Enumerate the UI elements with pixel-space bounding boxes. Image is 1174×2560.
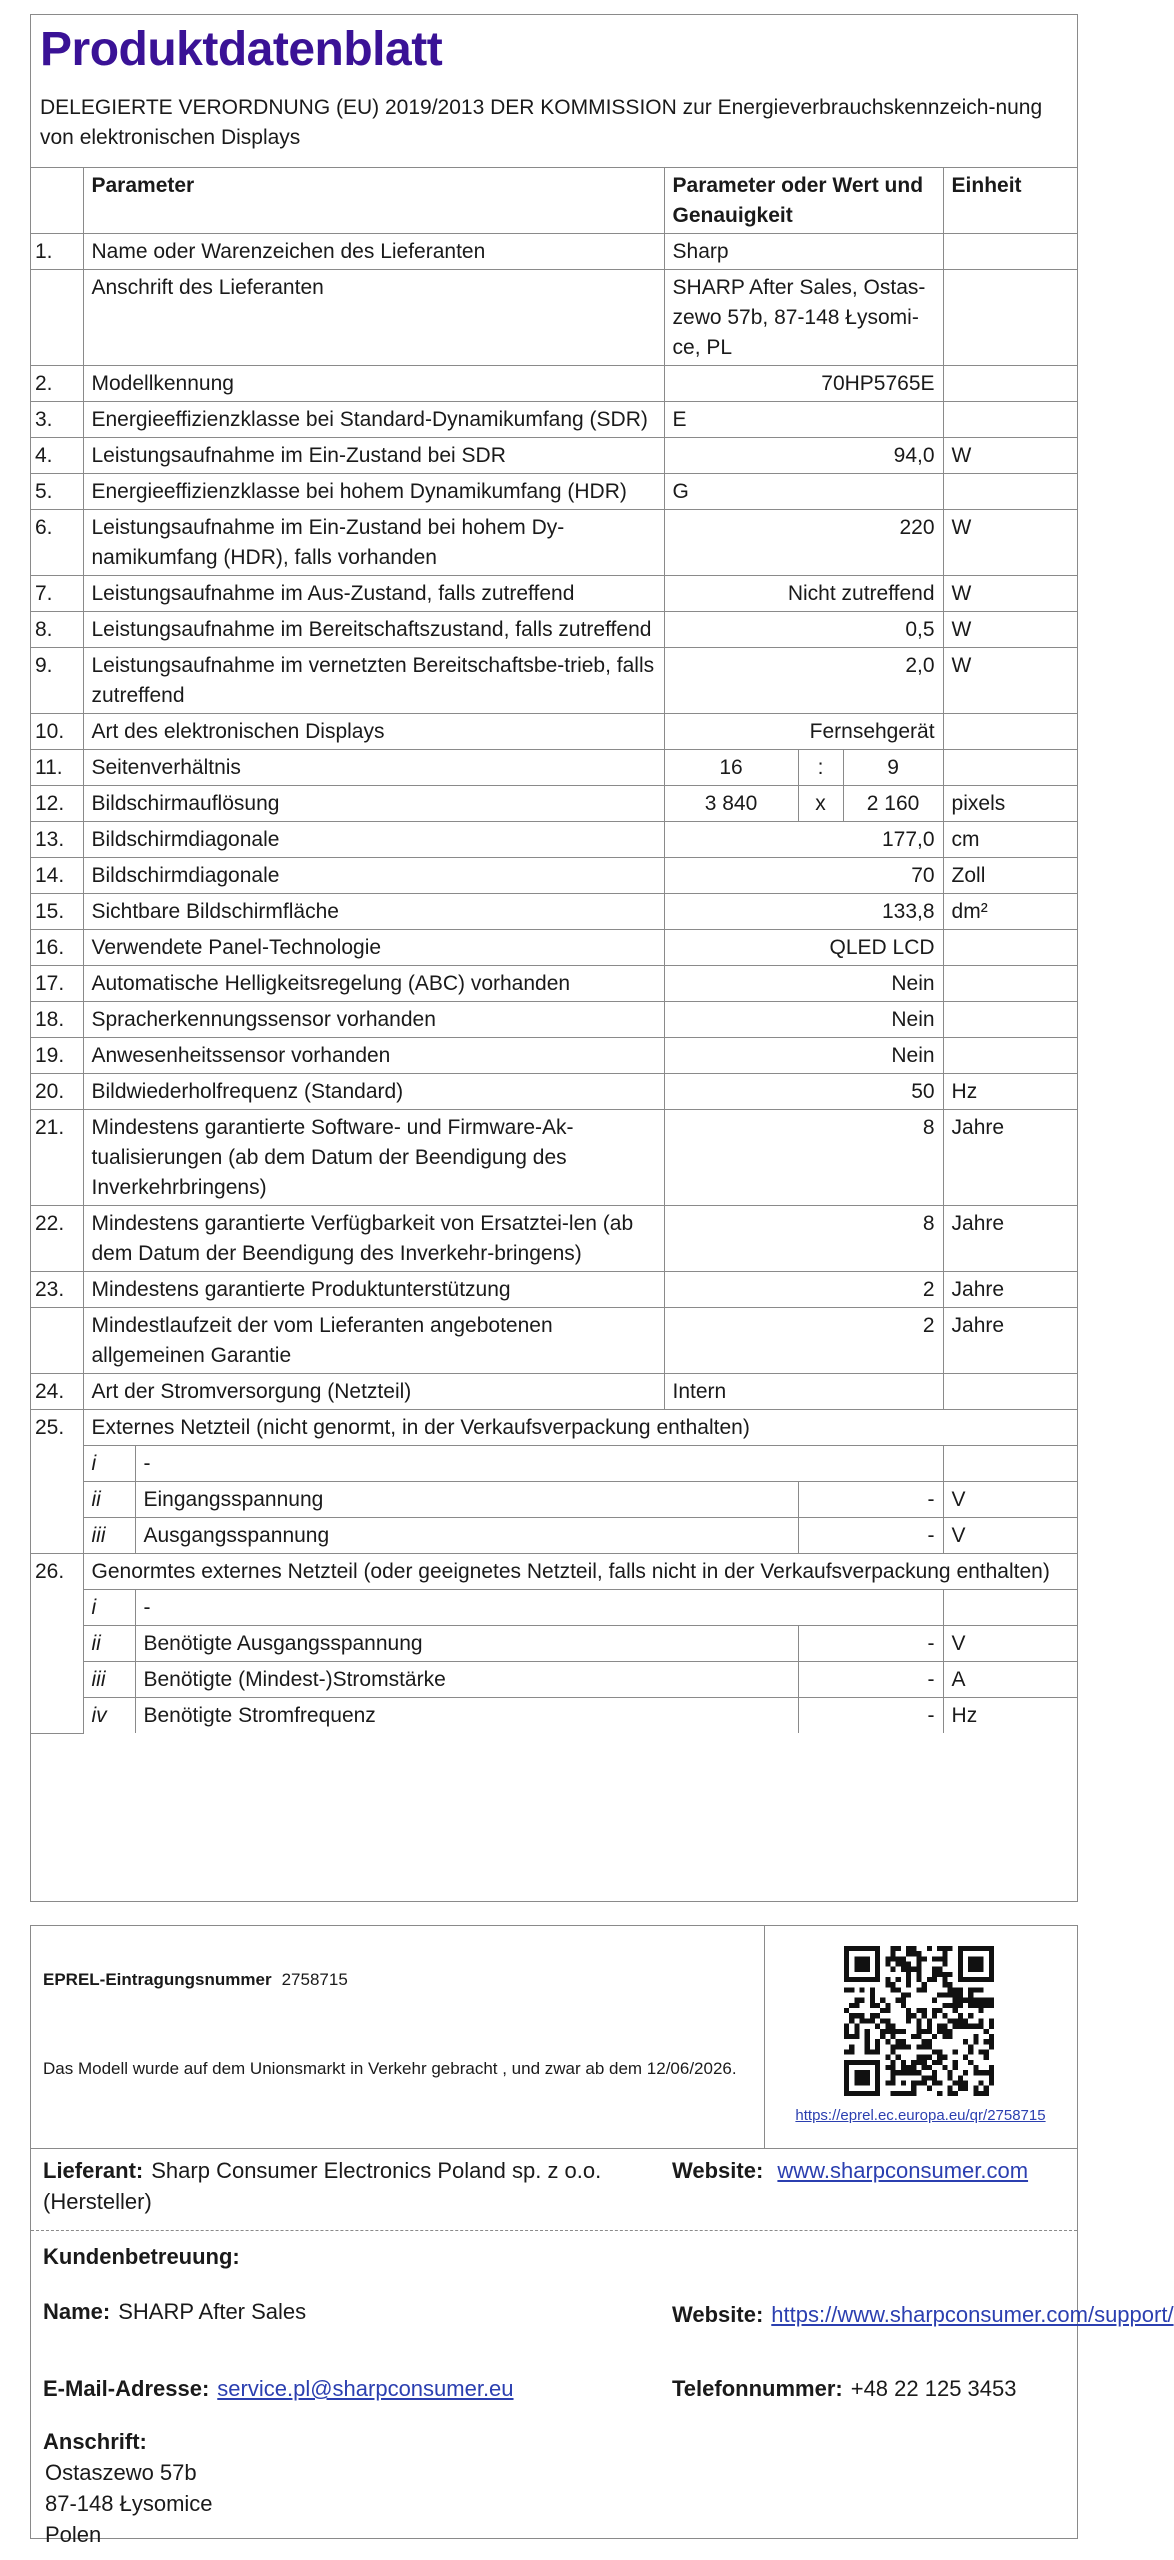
row-value-separator: :: [798, 750, 843, 786]
website-label: Website:: [672, 2158, 764, 2183]
support-address: [43, 2426, 213, 2550]
table-row: [31, 750, 1077, 786]
row-unit: W: [943, 438, 1077, 474]
row-unit: W: [943, 510, 1077, 576]
row-unit: [943, 270, 1077, 366]
support-website-label: Website:: [672, 2302, 764, 2327]
table-subrow: [31, 1590, 1077, 1626]
row-value: 0,5: [664, 612, 943, 648]
header-num-cell: [31, 168, 83, 234]
row-value-a: 3 840: [664, 786, 798, 822]
support-phone: [672, 2376, 1017, 2402]
table-row: [31, 612, 1077, 648]
subrow-index: iii: [83, 1518, 135, 1554]
row-number: 26.: [31, 1554, 83, 1734]
row-value-b: 2 160: [843, 786, 943, 822]
subrow-text: -: [135, 1446, 943, 1482]
row-number: 6.: [31, 510, 83, 576]
row-number: 10.: [31, 714, 83, 750]
row-number: 14.: [31, 858, 83, 894]
subrow-index: i: [83, 1446, 135, 1482]
table-row: [31, 930, 1077, 966]
row-number: 19.: [31, 1038, 83, 1074]
row-value-a: 16: [664, 750, 798, 786]
support-name: [43, 2299, 306, 2325]
row-parameter: Anwesenheitssensor vorhanden: [83, 1038, 664, 1074]
subrow-unit: [943, 1446, 1077, 1482]
row-parameter: Mindestens garantierte Verfügbarkeit von Ersatztei-len (ab dem Datum der Beendigung des Inverkehr-bringens): [83, 1206, 664, 1272]
row-number: 13.: [31, 822, 83, 858]
row-value: SHARP After Sales, Ostas-zewo 57b, 87-148 Łysomi-ce, PL: [664, 270, 943, 366]
row-value: 2,0: [664, 648, 943, 714]
row-value: QLED LCD: [664, 930, 943, 966]
table-row: [31, 1308, 1077, 1374]
row-unit: Jahre: [943, 1110, 1077, 1206]
row-unit: Jahre: [943, 1206, 1077, 1272]
row-number: 7.: [31, 576, 83, 612]
row-value: 8: [664, 1206, 943, 1272]
row-number: 18.: [31, 1002, 83, 1038]
table-row: [31, 1410, 1077, 1446]
row-unit: [943, 402, 1077, 438]
row-parameter: Leistungsaufnahme im vernetzten Bereitschaftsbe-trieb, falls zutreffend: [83, 648, 664, 714]
header-parameter: Parameter: [83, 168, 664, 234]
row-parameter: Anschrift des Lieferanten: [83, 270, 664, 366]
support-email: [43, 2376, 514, 2402]
table-row: [31, 1110, 1077, 1206]
row-parameter: Modellkennung: [83, 366, 664, 402]
name-label: Name:: [43, 2299, 111, 2324]
row-parameter: Name oder Warenzeichen des Lieferanten: [83, 234, 664, 270]
supplier-label: Lieferant:: [43, 2158, 144, 2183]
row-number: 24.: [31, 1374, 83, 1410]
table-row: [31, 714, 1077, 750]
row-parameter: Leistungsaufnahme im Ein-Zustand bei hohem Dy-namikumfang (HDR), falls vorhanden: [83, 510, 664, 576]
table-subrow: [31, 1518, 1077, 1554]
table-row: [31, 1074, 1077, 1110]
row-number: 3.: [31, 402, 83, 438]
row-parameter: Mindestens garantierte Produktunterstützung: [83, 1272, 664, 1308]
address-line: 87-148 Łysomice: [45, 2491, 213, 2516]
subrow-text: Benötigte Ausgangsspannung: [135, 1626, 798, 1662]
table-header-row: [31, 168, 1077, 234]
regulation-subtitle: DELEGIERTE VERORDNUNG (EU) 2019/2013 DER KOMMISSION zur Energieverbrauchskennzeich-nung von elektronischen Displays: [40, 96, 1043, 149]
supplier-info: [43, 2155, 663, 2217]
subrow-index: i: [83, 1590, 135, 1626]
table-row: [31, 438, 1077, 474]
subrow-text: -: [135, 1590, 943, 1626]
row-unit: Jahre: [943, 1272, 1077, 1308]
row-unit: [943, 750, 1077, 786]
row-value: 2: [664, 1308, 943, 1374]
row-unit: pixels: [943, 786, 1077, 822]
row-unit: [943, 1038, 1077, 1074]
table-row: [31, 366, 1077, 402]
subrow-unit: V: [943, 1626, 1077, 1662]
row-parameter: Automatische Helligkeitsregelung (ABC) vorhanden: [83, 966, 664, 1002]
table-row: [31, 576, 1077, 612]
row-value: 70HP5765E: [664, 366, 943, 402]
row-value: 50: [664, 1074, 943, 1110]
table-subrow: [31, 1698, 1077, 1734]
row-value: Nein: [664, 1038, 943, 1074]
subrow-value: -: [798, 1518, 943, 1554]
table-row: [31, 648, 1077, 714]
table-row: [31, 858, 1077, 894]
address-label: Anschrift:: [43, 2429, 147, 2454]
row-value: 220: [664, 510, 943, 576]
row-unit: [943, 234, 1077, 270]
row-number: 25.: [31, 1410, 83, 1554]
footer-top: [31, 1926, 1077, 2149]
row-unit: W: [943, 648, 1077, 714]
address-line: Ostaszewo 57b: [45, 2460, 197, 2485]
group-title: Genormtes externes Netzteil (oder geeignetes Netzteil, falls nicht in der Verkaufsverpackung enthalten): [83, 1554, 1077, 1590]
supplier-website: [672, 2155, 1028, 2186]
row-value: 8: [664, 1110, 943, 1206]
table-row: [31, 1002, 1077, 1038]
table-row: [31, 1206, 1077, 1272]
row-value: 177,0: [664, 822, 943, 858]
row-parameter: Leistungsaufnahme im Ein-Zustand bei SDR: [83, 438, 664, 474]
row-parameter: Leistungsaufnahme im Aus-Zustand, falls zutreffend: [83, 576, 664, 612]
table-row: [31, 786, 1077, 822]
row-value: Sharp: [664, 234, 943, 270]
row-number: 5.: [31, 474, 83, 510]
row-unit: [943, 1374, 1077, 1410]
row-number: 17.: [31, 966, 83, 1002]
table-row: [31, 966, 1077, 1002]
row-value: 94,0: [664, 438, 943, 474]
website-link[interactable]: www.sharpconsumer.com: [777, 2158, 1029, 2183]
row-number: 8.: [31, 612, 83, 648]
row-unit: [943, 1002, 1077, 1038]
table-row: [31, 1272, 1077, 1308]
table-row: [31, 822, 1077, 858]
row-unit: Zoll: [943, 858, 1077, 894]
table-row: [31, 1374, 1077, 1410]
subrow-value: -: [798, 1482, 943, 1518]
support-website-link[interactable]: https://www.sharpconsumer.com/support/: [771, 2302, 1174, 2327]
email-label: E-Mail-Adresse:: [43, 2376, 210, 2401]
address-line: Polen: [45, 2522, 102, 2547]
row-parameter: Verwendete Panel-Technologie: [83, 930, 664, 966]
subrow-unit: A: [943, 1662, 1077, 1698]
table-subrow: [31, 1482, 1077, 1518]
row-value: E: [664, 402, 943, 438]
row-number: [31, 1308, 83, 1374]
row-number: 15.: [31, 894, 83, 930]
row-parameter: Mindestens garantierte Software- und Firmware-Ak-tualisierungen (ab dem Datum der Beendigung des Inverkehrbringens): [83, 1110, 664, 1206]
market-placement-text: Das Modell wurde auf dem Unionsmarkt in Verkehr gebracht , und zwar ab dem 12/06/2026.: [43, 2059, 737, 2078]
subrow-index: ii: [83, 1626, 135, 1662]
supplier-value: Sharp Consumer Electronics Poland sp. z o.o. (Hersteller): [43, 2158, 602, 2214]
row-unit: cm: [943, 822, 1077, 858]
row-value-separator: x: [798, 786, 843, 822]
row-parameter: Leistungsaufnahme im Bereitschaftszustand, falls zutreffend: [83, 612, 664, 648]
table-row: [31, 894, 1077, 930]
row-number: 9.: [31, 648, 83, 714]
subrow-text: Ausgangsspannung: [135, 1518, 798, 1554]
subrow-value: -: [798, 1698, 943, 1734]
row-value: Nein: [664, 1002, 943, 1038]
phone-value: +48 22 125 3453: [850, 2376, 1017, 2401]
row-number: 4.: [31, 438, 83, 474]
row-number: 23.: [31, 1272, 83, 1308]
header-value: Parameter oder Wert und Genauigkeit: [664, 168, 943, 234]
row-value: 133,8: [664, 894, 943, 930]
subrow-value: -: [798, 1626, 943, 1662]
subrow-value: -: [798, 1662, 943, 1698]
row-number: 22.: [31, 1206, 83, 1272]
row-unit: [943, 474, 1077, 510]
table-row: [31, 1038, 1077, 1074]
row-parameter: Mindestlaufzeit der vom Lieferanten angebotenen allgemeinen Garantie: [83, 1308, 664, 1374]
row-unit: Hz: [943, 1074, 1077, 1110]
row-value-b: 9: [843, 750, 943, 786]
row-parameter: Bildschirmauflösung: [83, 786, 664, 822]
row-unit: W: [943, 612, 1077, 648]
table-subrow: [31, 1662, 1077, 1698]
row-number: 21.: [31, 1110, 83, 1206]
row-number: 11.: [31, 750, 83, 786]
qr-modules: [844, 1946, 994, 2096]
name-value: SHARP After Sales: [118, 2299, 307, 2324]
row-value: 2: [664, 1272, 943, 1308]
subrow-text: Eingangsspannung: [135, 1482, 798, 1518]
row-value: Nein: [664, 966, 943, 1002]
subrow-unit: Hz: [943, 1698, 1077, 1734]
row-number: 16.: [31, 930, 83, 966]
row-unit: [943, 930, 1077, 966]
email-link[interactable]: service.pl@sharpconsumer.eu: [217, 2376, 514, 2401]
row-number: 20.: [31, 1074, 83, 1110]
row-unit: [943, 714, 1077, 750]
dashed-divider: [31, 2230, 1077, 2231]
row-parameter: Art des elektronischen Displays: [83, 714, 664, 750]
subrow-index: ii: [83, 1482, 135, 1518]
row-number: 1.: [31, 234, 83, 270]
phone-label: Telefonnummer:: [672, 2376, 843, 2401]
row-parameter: Bildwiederholfrequenz (Standard): [83, 1074, 664, 1110]
table-row: [31, 402, 1077, 438]
parameter-table: [31, 167, 1077, 1734]
row-parameter: Seitenverhältnis: [83, 750, 664, 786]
row-number: 12.: [31, 786, 83, 822]
row-unit: W: [943, 576, 1077, 612]
qr-link[interactable]: https://eprel.ec.europa.eu/qr/2758715: [795, 2107, 1046, 2124]
subrow-unit: [943, 1590, 1077, 1626]
customer-support-heading: Kundenbetreuung:: [43, 2244, 240, 2269]
table-subrow: [31, 1626, 1077, 1662]
eprel-label: EPREL-Eintragungsnummer: [43, 1970, 272, 1989]
eprel-registration: [43, 1970, 348, 1990]
row-unit: Jahre: [943, 1308, 1077, 1374]
group-title: Externes Netzteil (nicht genormt, in der Verkaufsverpackung enthalten): [83, 1410, 1077, 1446]
subrow-unit: V: [943, 1518, 1077, 1554]
row-value: Nicht zutreffend: [664, 576, 943, 612]
table-subrow: [31, 1446, 1077, 1482]
subrow-index: iii: [83, 1662, 135, 1698]
row-parameter: Spracherkennungssensor vorhanden: [83, 1002, 664, 1038]
row-parameter: Energieeffizienzklasse bei hohem Dynamikumfang (HDR): [83, 474, 664, 510]
table-row: [31, 474, 1077, 510]
row-parameter: Energieeffizienzklasse bei Standard-Dynamikumfang (SDR): [83, 402, 664, 438]
table-row: [31, 1554, 1077, 1590]
subrow-text: Benötigte Stromfrequenz: [135, 1698, 798, 1734]
footer-info: [30, 1925, 1174, 2547]
row-parameter: Bildschirmdiagonale: [83, 822, 664, 858]
subrow-index: iv: [83, 1698, 135, 1734]
row-value: G: [664, 474, 943, 510]
qr-code[interactable]: [844, 1946, 994, 2096]
row-parameter: Bildschirmdiagonale: [83, 858, 664, 894]
row-number: [31, 270, 83, 366]
row-value: Fernsehgerät: [664, 714, 943, 750]
parameter-table-body: [31, 168, 1077, 1734]
product-data-sheet: [30, 14, 1078, 1902]
eprel-section: [31, 1926, 765, 2148]
row-unit: [943, 366, 1077, 402]
row-parameter: Art der Stromversorgung (Netzteil): [83, 1374, 664, 1410]
row-unit: dm²: [943, 894, 1077, 930]
subrow-text: Benötigte (Mindest-)Stromstärke: [135, 1662, 798, 1698]
subrow-unit: V: [943, 1482, 1077, 1518]
row-value: Intern: [664, 1374, 943, 1410]
table-row: [31, 270, 1077, 366]
header-unit: Einheit: [943, 168, 1077, 234]
table-row: [31, 234, 1077, 270]
row-parameter: Sichtbare Bildschirmfläche: [83, 894, 664, 930]
table-row: [31, 510, 1077, 576]
row-number: 2.: [31, 366, 83, 402]
support-website: [672, 2299, 1174, 2330]
row-value: 70: [664, 858, 943, 894]
page-title: Produktdatenblatt: [40, 23, 443, 76]
eprel-number: 2758715: [281, 1970, 348, 1989]
row-unit: [943, 966, 1077, 1002]
